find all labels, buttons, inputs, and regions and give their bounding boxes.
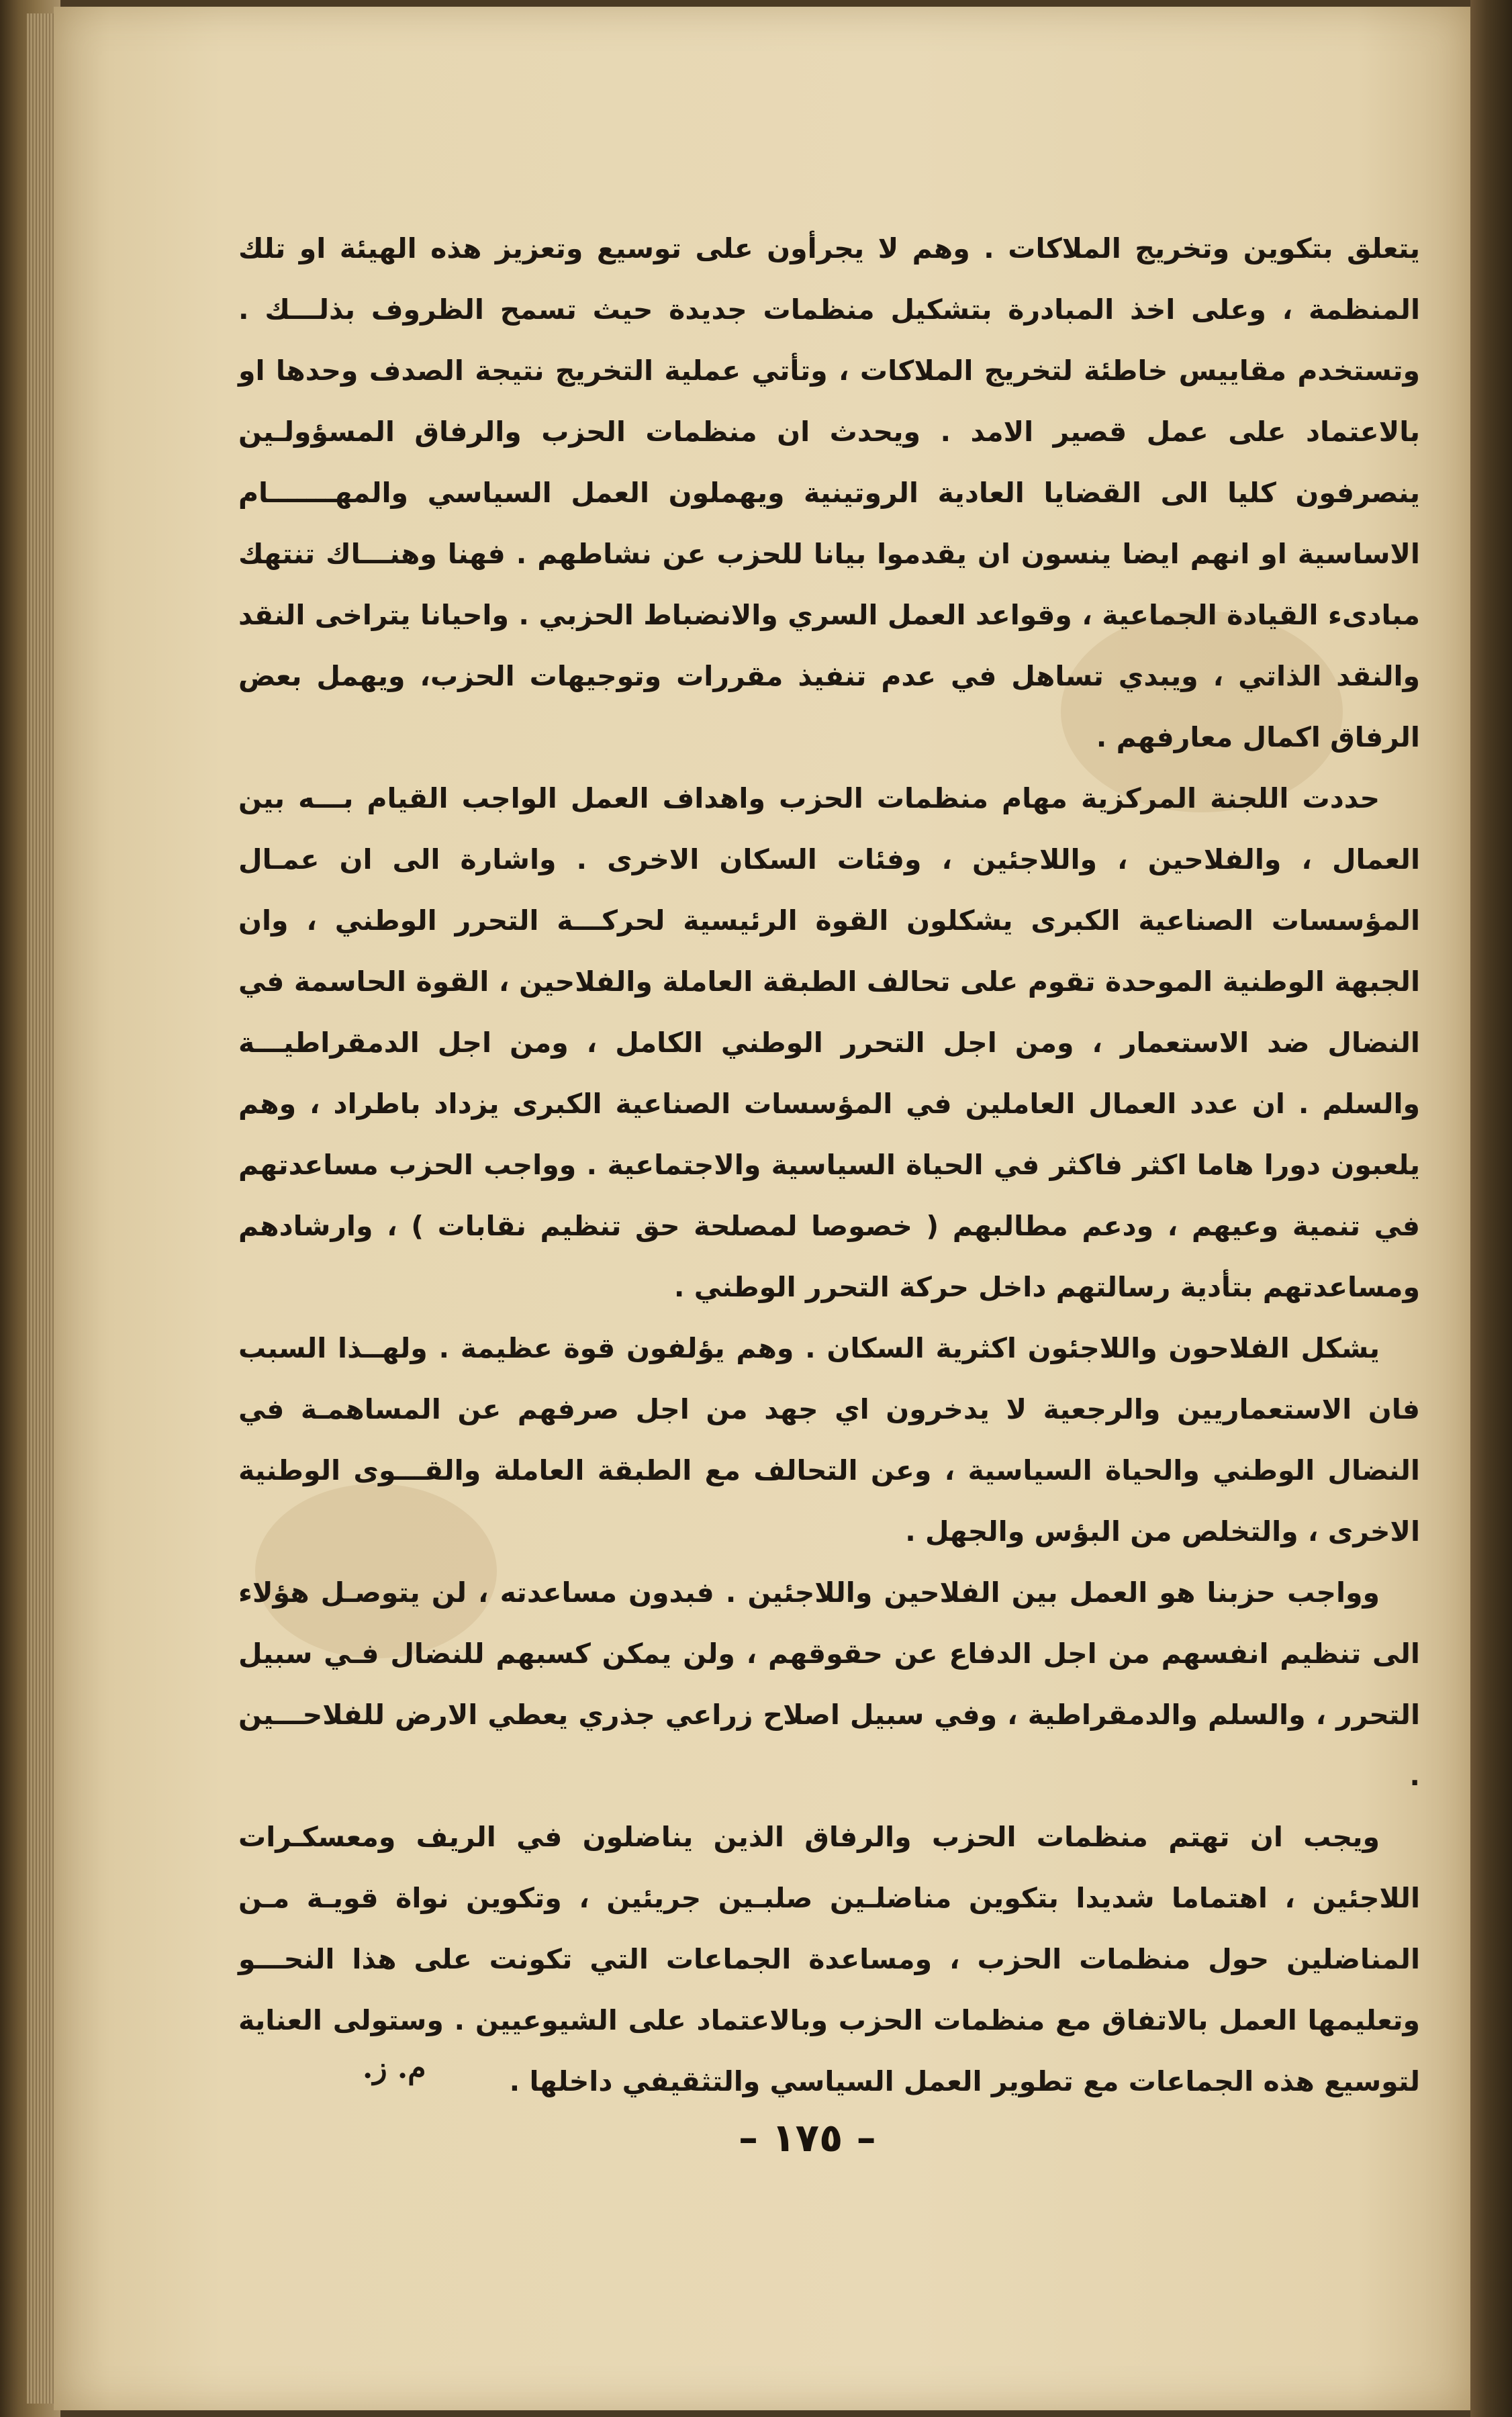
- paragraph-3: يشكل الفلاحون واللاجئون اكثرية السكان . وهم يؤلفون قوة عظيمة . ولهــذا السبب فان الاستعماريين والرجعية لا يدخرون اي جهد من اجل صرفهم عن المساهمـة في النضال الوطني والحياة السياسية ، وعن التحالف مع الطبقة العاملة والقـــوى الوطنية الاخرى ، والتخلص من البؤس والجهل .: [238, 1332, 1420, 1548]
- paragraph-5: ويجب ان تهتم منظمات الحزب والرفاق الذين يناضلون في الريف ومعسكـرات اللاجئين ، اهتماما شديدا بتكوين مناضلـين صلبـين جريئين ، وتكوين نواة قويـة مـن المناضلين حول منظمات الحزب ، ومساعدة الجماعات التي تكونت على هذا النحـــو وتعليمها العمل بالاتفاق مع منظمات الحزب وبالاعتماد على الشيوعيين . وستولى العناية لتوسيع هذه الجماعات مع تطوير العمل السياسي والتثقيفي داخلها .: [238, 1821, 1420, 2097]
- paragraph-2: حددت اللجنة المركزية مهام منظمات الحزب واهداف العمل الواجب القيام بـــه بين العمال ، والفلاحين ، واللاجئين ، وفئات السكان الاخرى . واشارة الى ان عمـال المؤسسات الصناعية الكبرى يشكلون القوة الرئيسية لحركـــة التحرر الوطني ، وان الجبهة الوطنية الموحدة تقوم على تحالف الطبقة العاملة والفلاحين ، القوة الحاسمة في النضال ضد الاستعمار ، ومن اجل التحرر الوطني الكامل ، ومن اجل الدمقراطيـــة والسلم . ان عدد العمال العاملين في المؤسسات الصناعية الكبرى يزداد باطراد ، وهم يلعبون دورا هاما اكثر فاكثر في الحياة السياسية والاجتماعية . وواجب الحزب مساعدتهم في تنمية وعيهم ، ودعم مطالبهم ( خصوصا لمصلحة حق تنظيم نقابات ) ، وارشادهم ومساعدتهم بتأدية رسالتهم داخل حركة التحرر الوطني .: [238, 782, 1420, 1303]
- paragraph-1: يتعلق بتكوين وتخريج الملاكات . وهم لا يجرأون على توسيع وتعزيز هذه الهيئة او تلك المنظمة ، وعلى اخذ المبادرة بتشكيل منظمات جديدة حيث تسمح الظروف بذلـــك . وتستخدم مقاييس خاطئة لتخريج الملاكات ، وتأتي عملية التخريج نتيجة الصدف وحدها او بالاعتماد على عمل قصير الامد . ويحدث ان منظمات الحزب والرفاق المسؤولـين ينصرفون كليا الى القضايا العادية الروتينية ويهملون العمل السياسي والمهـــــــام الاساسية او انهم ايضا ينسون ان يقدموا بيانا للحزب عن نشاطهم . فهنا وهنـــاك تنتهك مبادىء القيادة الجماعية ، وقواعد العمل السري والانضباط الحزبي . واحيانا يتراخى النقد والنقد الذاتي ، ويبدي تساهل في عدم تنفيذ مقررات وتوجيهات الحزب، ويهمل بعض الرفاق اكمال معارفهم .: [238, 232, 1420, 753]
- document-body: [238, 218, 1420, 2112]
- paragraph-4: وواجب حزبنا هو العمل بين الفلاحين واللاجئين . فبدون مساعدته ، لن يتوصـل هؤلاء الى تنظيم انفسهم من اجل الدفاع عن حقوقهم ، ولن يمكن كسبهم للنضال فـي سبيل التحرر ، والسلم والدمقراطية ، وفي سبيل اصلاح زراعي جذري يعطي الارض للفلاحـــين .: [238, 1576, 1420, 1792]
- book-binding-right: [1470, 0, 1512, 2417]
- author-signature: م. ز.: [363, 2051, 426, 2085]
- page-number: – ١٧٥ –: [739, 2115, 876, 2161]
